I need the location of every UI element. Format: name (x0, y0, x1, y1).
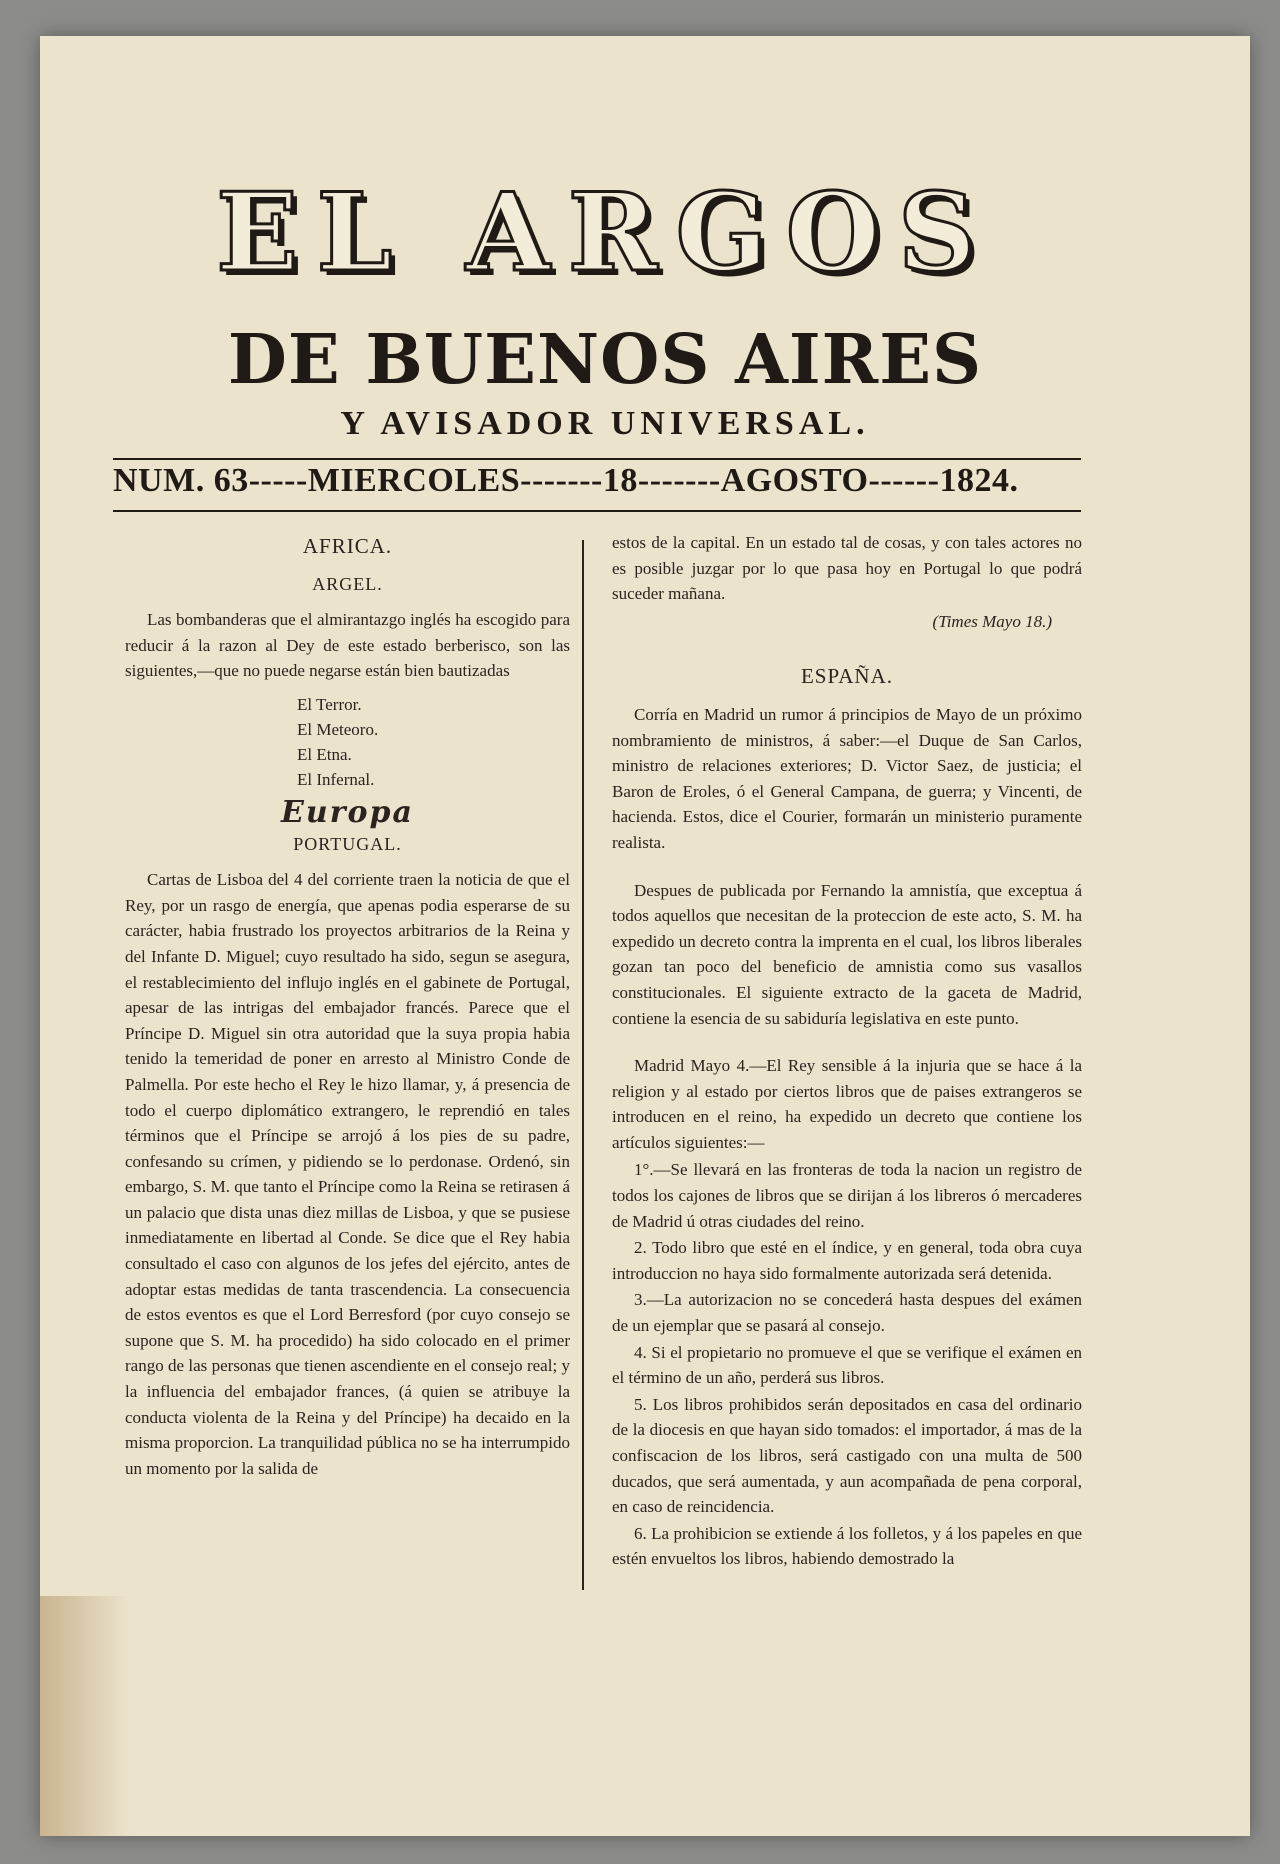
newspaper-title: EL ARGOS (216, 170, 994, 296)
decree-article: 5. Los libros prohibidos serán depositados en casa del ordinario de la diocesis en que hayan sido tomados: el importador, á mas de la confiscacion de los libros, será castigado con una multa de 500 ducados, que será aumentada, y aun acompañada de pena corporal, en caso de reincidencia. (612, 1394, 1082, 1517)
subheading-portugal: PORTUGAL. (293, 833, 402, 854)
subheading-argel: ARGEL. (312, 573, 383, 594)
ministers-paragraph: Corría en Madrid un rumor á principios de Mayo de un próximo nombramiento de ministros, á saber:—el Duque de San Carlos, ministro de relaciones exteriores; D. Victor Saez, de justicia; el Baron de Eroles, ó el General Campana, de guerra; y Vincenti, de hacienda. Estos, dice el Courier, formarán un ministerio puramente realista. (612, 704, 1082, 852)
ship-name: El Infernal. (297, 769, 375, 789)
right-column (612, 530, 1082, 1573)
ship-name: El Meteoro. (297, 719, 379, 739)
decree-article: 1°.—Se llevará en las fronteras de toda la nacion un registro de todos los cajones de libros que se dirijan á los libreros ó mercaderes de Madrid ú otras ciudades del reino. (612, 1160, 1082, 1231)
left-column (125, 530, 570, 1483)
decree-article: 2. Todo libro que esté en el índice, y en general, toda obra cuya introduccion no haya sido formalmente autorizada será detenida. (612, 1238, 1082, 1283)
argel-paragraph: Las bombanderas que el almirantazgo inglés ha escogido para reducir á la razon al Dey de este estado berberisco, son las siguientes,—que no puede negarse están bien bautizadas (125, 610, 570, 681)
portugal-paragraph: Cartas de Lisboa del 4 del corriente traen la noticia de que el Rey, por un rasgo de energía, que apenas podia esperarse de su carácter, habia frustrado los proyectos arbitrarios de la Reina y del Infante D. Miguel; cuyo resultado ha sido, segun se asegura, el restablecimiento del influjo inglés en el gabinete de Portugal, apesar de las intrigas del embajador francés. Parece que el Príncipe D. Miguel sin otra autoridad que la suya propia habia tenido la temeridad de poner en arresto al Ministro Conde de Palmella. Por este hecho el Rey le hizo llamar, y, á presencia de todo el cuerpo diplomático extrangero, le reprendió en tales términos que el Príncipe se arrojó á los pies de su padre, confesando su crímen, y pidiendo se lo perdonase. Ordenó, sin embargo, S. M. que tanto el Príncipe como la Reina se retirasen á un palacio que dista unas diez millas de Lisboa, y que se pusiese inmediatamente en libertad al Conde. Se dice que el Rey habia consultado el caso con algunos de los jefes del ejército, antes de adoptar estas medidas de tanta trascendencia. La consecuencia de estos eventos es que el Lord Berresford (por cuyo consejo se supone que S. M. ha procedido) ha sido colocado en el primer rango de las personas que tienen ascendiente en el consejo real; y la influencia del embajador frances, (á quien se atribuye la conducta violenta de la Reina y del Príncipe) ha decaido en la misma proporcion. La tranquilidad pública no se ha interrumpido un momento por la salida de (125, 870, 570, 1478)
paper-stain (40, 1596, 130, 1836)
decree-article: 4. Si el propietario no promueve el que se verifique el exámen en el término de un año, perderá sus libros. (612, 1342, 1082, 1388)
source-citation: (Times Mayo 18.) (932, 611, 1052, 631)
top-rule (113, 458, 1081, 460)
continued-paragraph: estos de la capital. En un estado tal de cosas, y con tales actores no es posible juzgar por lo que pasa hoy en Portugal lo que podrá suceder mañana. (612, 533, 1082, 604)
column-divider (582, 540, 584, 1590)
section-heading-espana: ESPAÑA. (800, 664, 893, 689)
decree-paragraph: Madrid Mayo 4.—El Rey sensible á la injuria que se hace á la religion y al estado por ciertos libros que de paises extrangeros se introducen en el reino, ha expedido un decreto que contiene los artículos siguientes:— (612, 1056, 1082, 1152)
newspaper-tagline: Y AVISADOR UNIVERSAL. (340, 405, 870, 442)
newspaper-subtitle: DE BUENOS AIRES (227, 320, 983, 400)
dateline: NUM. 63-----MIERCOLES-------18-------AGOSTO------1824. (113, 462, 1019, 499)
ship-name: El Etna. (297, 744, 352, 764)
bottom-rule (113, 510, 1081, 512)
ship-list (297, 692, 570, 792)
decree-article: 3.—La autorizacion no se concederá hasta despues del exámen de un ejemplar que se pasará al consejo. (612, 1290, 1082, 1336)
section-heading-africa: AFRICA. (302, 534, 393, 558)
ship-name: El Terror. (297, 694, 362, 714)
amnesty-paragraph: Despues de publicada por Fernando la amnistía, que exceptua á todos aquellos que necesitan de la proteccion de este acto, S. M. ha expedido un decreto contra la imprenta en el cual, los libros liberales gozan tan poco del beneficio de amnistia como sus vasallos constitucionales. El siguiente extracto de la gaceta de Madrid, contiene la esencia de su sabiduría legislativa en este punto. (612, 880, 1082, 1028)
decree-article: 6. La prohibicion se extiende á los folletos, y á los papeles en que estén envueltos los libros, habiendo demostrado la (612, 1523, 1082, 1569)
section-heading-europa: Europa (281, 794, 414, 830)
